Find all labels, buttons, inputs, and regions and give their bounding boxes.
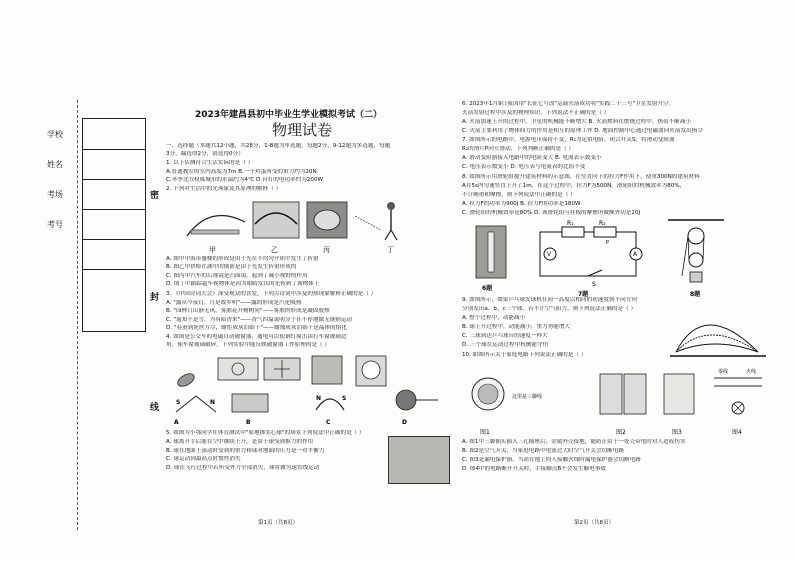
slider-label: P bbox=[606, 240, 610, 246]
page-footer-left: 第1页（共8页） bbox=[258, 520, 298, 526]
fig-label-jia: 甲 bbox=[209, 246, 216, 254]
text-line: D. 图丁中跟踪超车视物体是因为眼睛发出的光传到了该物体上 bbox=[166, 281, 320, 287]
text-line: 2. 下列对生活中的光现象及其原理的解释（ ） bbox=[166, 186, 282, 192]
text-line: D. 球在飞行过程中若所受外力全部消失，球将做匀速直线运动 bbox=[166, 465, 320, 471]
text-line: C. 三球到达乒乓球台的速度一样大 bbox=[462, 333, 548, 339]
text-line: A在5s内匀速竖直上升了1m，在这个过程中，拉力F为500N，滑轮组的机械效率为80%， bbox=[462, 183, 686, 189]
r1-label: R₁ bbox=[567, 220, 574, 227]
text-line: C. 球运动到最高点时惯性消失 bbox=[166, 456, 241, 462]
resistor-r2-icon bbox=[594, 227, 616, 237]
shot-put-photo bbox=[388, 436, 450, 484]
fig-label-q6: 6题 bbox=[482, 285, 493, 292]
text-line: 角，使车窗玻璃破碎。下列实验中能反映破窗器工作原理的是（ ） bbox=[166, 342, 330, 348]
text-line: A. 滑动变阻器接入电路中的电阻变大 B. 电流表示数变小 bbox=[462, 155, 602, 161]
neutral-label: 零线 bbox=[718, 369, 729, 375]
ammeter-label: A bbox=[633, 251, 638, 258]
leakage-protector-icon bbox=[664, 374, 694, 414]
text-line: 5. 如图为小鄂同学在体育测试中"原地掷实心球"的场景下列说法中正确的是（ ） bbox=[166, 430, 365, 436]
text-line: 不计绳重和摩擦，则下列说法中正确的是（ ） bbox=[462, 192, 576, 198]
fig-label-1: 图1 bbox=[480, 429, 490, 436]
r2-label: R₂ bbox=[599, 220, 606, 227]
fig-label-q7: 7题 bbox=[578, 291, 589, 298]
student-info-box bbox=[47, 118, 146, 332]
text-line: A. 火箭加速上升的过程中，卫星的机械能不断增大 B. 火箭燃料在燃烧过程中，热值不断减小 bbox=[462, 119, 692, 125]
q10-figures bbox=[466, 364, 766, 438]
page-footer-right: 第2页（共8页） bbox=[574, 520, 614, 526]
text-line: B. 球上升过程中，动能减小，重力势能增大 bbox=[462, 324, 571, 330]
text-line: D. 三个球在运动过程中机械能守恒 bbox=[462, 342, 549, 348]
option-label-a: A bbox=[174, 419, 179, 426]
resistor-r1-icon bbox=[562, 227, 584, 237]
text-line: 10. 如图所示关于家庭电路下列说法正确的是（ ） bbox=[462, 352, 587, 358]
fig-label-yi: 乙 bbox=[271, 246, 278, 254]
coil-icon bbox=[232, 394, 268, 412]
fig-label-bing: 丙 bbox=[323, 246, 330, 254]
text-line: C. 图3是漏电保护器，当站在地上的人接触火线时漏电保护器会切断电路 bbox=[462, 457, 641, 463]
q2-figures bbox=[185, 196, 415, 254]
text-line: 9. 如图所示，如果乒乓球发球机在同一高度以相同的初速度朝不同方向 bbox=[462, 297, 637, 303]
text-line: A. "露从今夜白，月是故乡明"——露的形成是汽化吸热 bbox=[166, 300, 302, 306]
text-line: C. 图丙中汽车的后视镜是凸面镜，起到了减小视野的作用 bbox=[166, 273, 308, 279]
experiment-a-icon bbox=[218, 358, 258, 380]
text-line: A. 图甲中海市蜃楼的形成是由于光在不均匀介质中发生了折射 bbox=[166, 256, 319, 262]
fig-label-2: 图2 bbox=[616, 429, 626, 436]
id-label: 考号 bbox=[47, 220, 63, 229]
pulley-top-icon bbox=[688, 228, 704, 244]
text-line: A. 图1中三脚插头插入三孔插座后，金属外壳接地，能防止由于一处壳带电时对人造成伤害 bbox=[462, 439, 686, 445]
live-label: 火线 bbox=[746, 369, 757, 375]
load-icon bbox=[690, 272, 702, 282]
voltmeter-label: V bbox=[547, 251, 552, 258]
text-line: C. 滑轮组的机械效率是80% D. 该滑轮组与挂板的摩擦所做额外功是20J bbox=[462, 210, 641, 216]
text-line: A. 整个过程中，动能减小 bbox=[462, 315, 526, 321]
text-line: C. 电压表示数变小 D. 电压表与电流表的比值不变 bbox=[462, 164, 586, 170]
experiment-c-icon bbox=[312, 356, 342, 384]
text-line: 分别发出a、b、c三个球，若不计空气阻力，则下列说法正确的是（ ） bbox=[462, 306, 637, 312]
trajectory-b-icon bbox=[676, 335, 758, 352]
fig-label-ding: 丁 bbox=[387, 246, 394, 254]
seal-word-xian: 线 bbox=[150, 403, 160, 413]
fig-label-4: 图4 bbox=[732, 429, 742, 436]
svg-text:S: S bbox=[176, 399, 181, 406]
text-line: 4. 如图是公交车的电磁自动破窗器，通电可以使钢钉撞击由打车窗玻璃边 bbox=[166, 334, 347, 340]
q9-figure bbox=[668, 296, 768, 362]
text-line: D. 图4中的电路断开开关时，手接触点B不会发生触电事故 bbox=[462, 466, 606, 472]
seal-word-mi: 密 bbox=[150, 191, 160, 201]
school-label: 学校 bbox=[47, 130, 63, 139]
fig-label-3: 图3 bbox=[672, 429, 682, 436]
air-switch-icon bbox=[600, 374, 622, 414]
switch-icon bbox=[588, 270, 602, 276]
svg-text:S: S bbox=[342, 395, 347, 402]
seal-line bbox=[77, 100, 78, 530]
text-line: D. "春蚕到死丝方尽，蜡炬成灰泪始干"——蜡烛成灰泪始干是晶体的熔化 bbox=[166, 325, 347, 331]
trajectory-c-icon bbox=[676, 344, 758, 352]
q4-figures bbox=[166, 352, 456, 426]
text-line: A.普通教室的室内高度为7m B.一个鸡蛋所受的重力约为20N bbox=[166, 169, 317, 175]
option-label-c: C bbox=[326, 419, 331, 426]
text-line: 7. 如图所示的电路中，电源电压保持不变，R₁为定值电阻。闭合开关S，将滑动变阻器 bbox=[462, 137, 675, 143]
svg-text:N: N bbox=[210, 399, 216, 406]
fig-label-q8: 8题 bbox=[690, 291, 701, 298]
text-line: B. 图乙中拱桥在湖中的倒影是由于光发生折射形成的 bbox=[166, 264, 297, 270]
text-line: 火箭发射过程中涉及的物理知识，下列说法不正确的是（ ） bbox=[462, 110, 610, 116]
exam-title: 2023年建昌县初中毕业生学业模拟考试（二） bbox=[195, 110, 383, 120]
text-line: 3. 《中国诗词大会》深受观众的喜爱，下列古诗词中涉及的热现象解释正确的是（ ） bbox=[166, 291, 377, 297]
name-label: 姓名 bbox=[47, 160, 63, 169]
svg-text:N: N bbox=[316, 395, 322, 402]
text-line: C. 火箭主要利用了物体间力的作用是相互的原理工作 D. 地面控制中心通过电磁波向火箭发出指令 bbox=[462, 128, 703, 134]
speaker-icon bbox=[396, 390, 416, 410]
text-line: 3分，漏选得2分，错选得0分） bbox=[166, 151, 244, 157]
text-line: R₂的滑片P向左滑动，下列判断正确的是（ ） bbox=[462, 146, 574, 152]
pulley-bottom-icon bbox=[689, 253, 703, 267]
switch-label: S bbox=[592, 281, 596, 288]
subject-title: 物理试卷 bbox=[272, 121, 333, 139]
text-line: C. "遥知不是雪，为有暗香来"——香气四溢说明分子在不停地做无规则运动 bbox=[166, 317, 353, 323]
text-line: B. 图2是空气开关，当家庭电路中电流过大时空气开关会切断电路 bbox=[462, 448, 624, 454]
option-label-d: D bbox=[402, 419, 407, 426]
option-label-b: B bbox=[246, 419, 251, 426]
text-line: B. 球在地面上滚动时受到的重力和球对地面的压力是一对平衡力 bbox=[166, 448, 325, 454]
text-line: A. 拉力F的功率为900J B. 拉力F的功率是180W bbox=[462, 201, 581, 207]
q6-q7-q8-figures bbox=[468, 218, 728, 300]
text-line: 1. 以下估测符合生活实际的是（ ） bbox=[166, 160, 254, 166]
text-line: C.冬季北方权威城市的水温约为4℃ D.台灯的电功率约为200W bbox=[166, 177, 324, 183]
text-line: 6. 2023年1月9日我国用"长征七号改"运载火箭成功将"实践二十三号"卫星发射升空。 bbox=[462, 101, 675, 107]
window-breaker-icon bbox=[176, 371, 197, 389]
text-line: 一、选择题（本题共12小题，共28分，1-8题为单选题，每题2分，9-12题为多选题，每题 bbox=[166, 143, 391, 149]
seal-word-feng: 封 bbox=[150, 293, 160, 303]
text-line: B. "园林日出静无风，雾淞花开树树同"——雾淞的形成是凝固放热 bbox=[166, 308, 330, 314]
text-line: 8. 如图所示用滑轮组提升建筑材料的示意图，在竖直向下的拉力F作用下，使重300N的建筑材料 bbox=[462, 174, 700, 180]
room-label: 考场 bbox=[47, 190, 63, 199]
text-line: A. 球离开手后能在空中继续上升，是由于球受到推力的作用 bbox=[166, 439, 314, 445]
socket-caption: 这里是三脚线 bbox=[512, 394, 543, 400]
eye-ray-icon bbox=[355, 216, 381, 230]
